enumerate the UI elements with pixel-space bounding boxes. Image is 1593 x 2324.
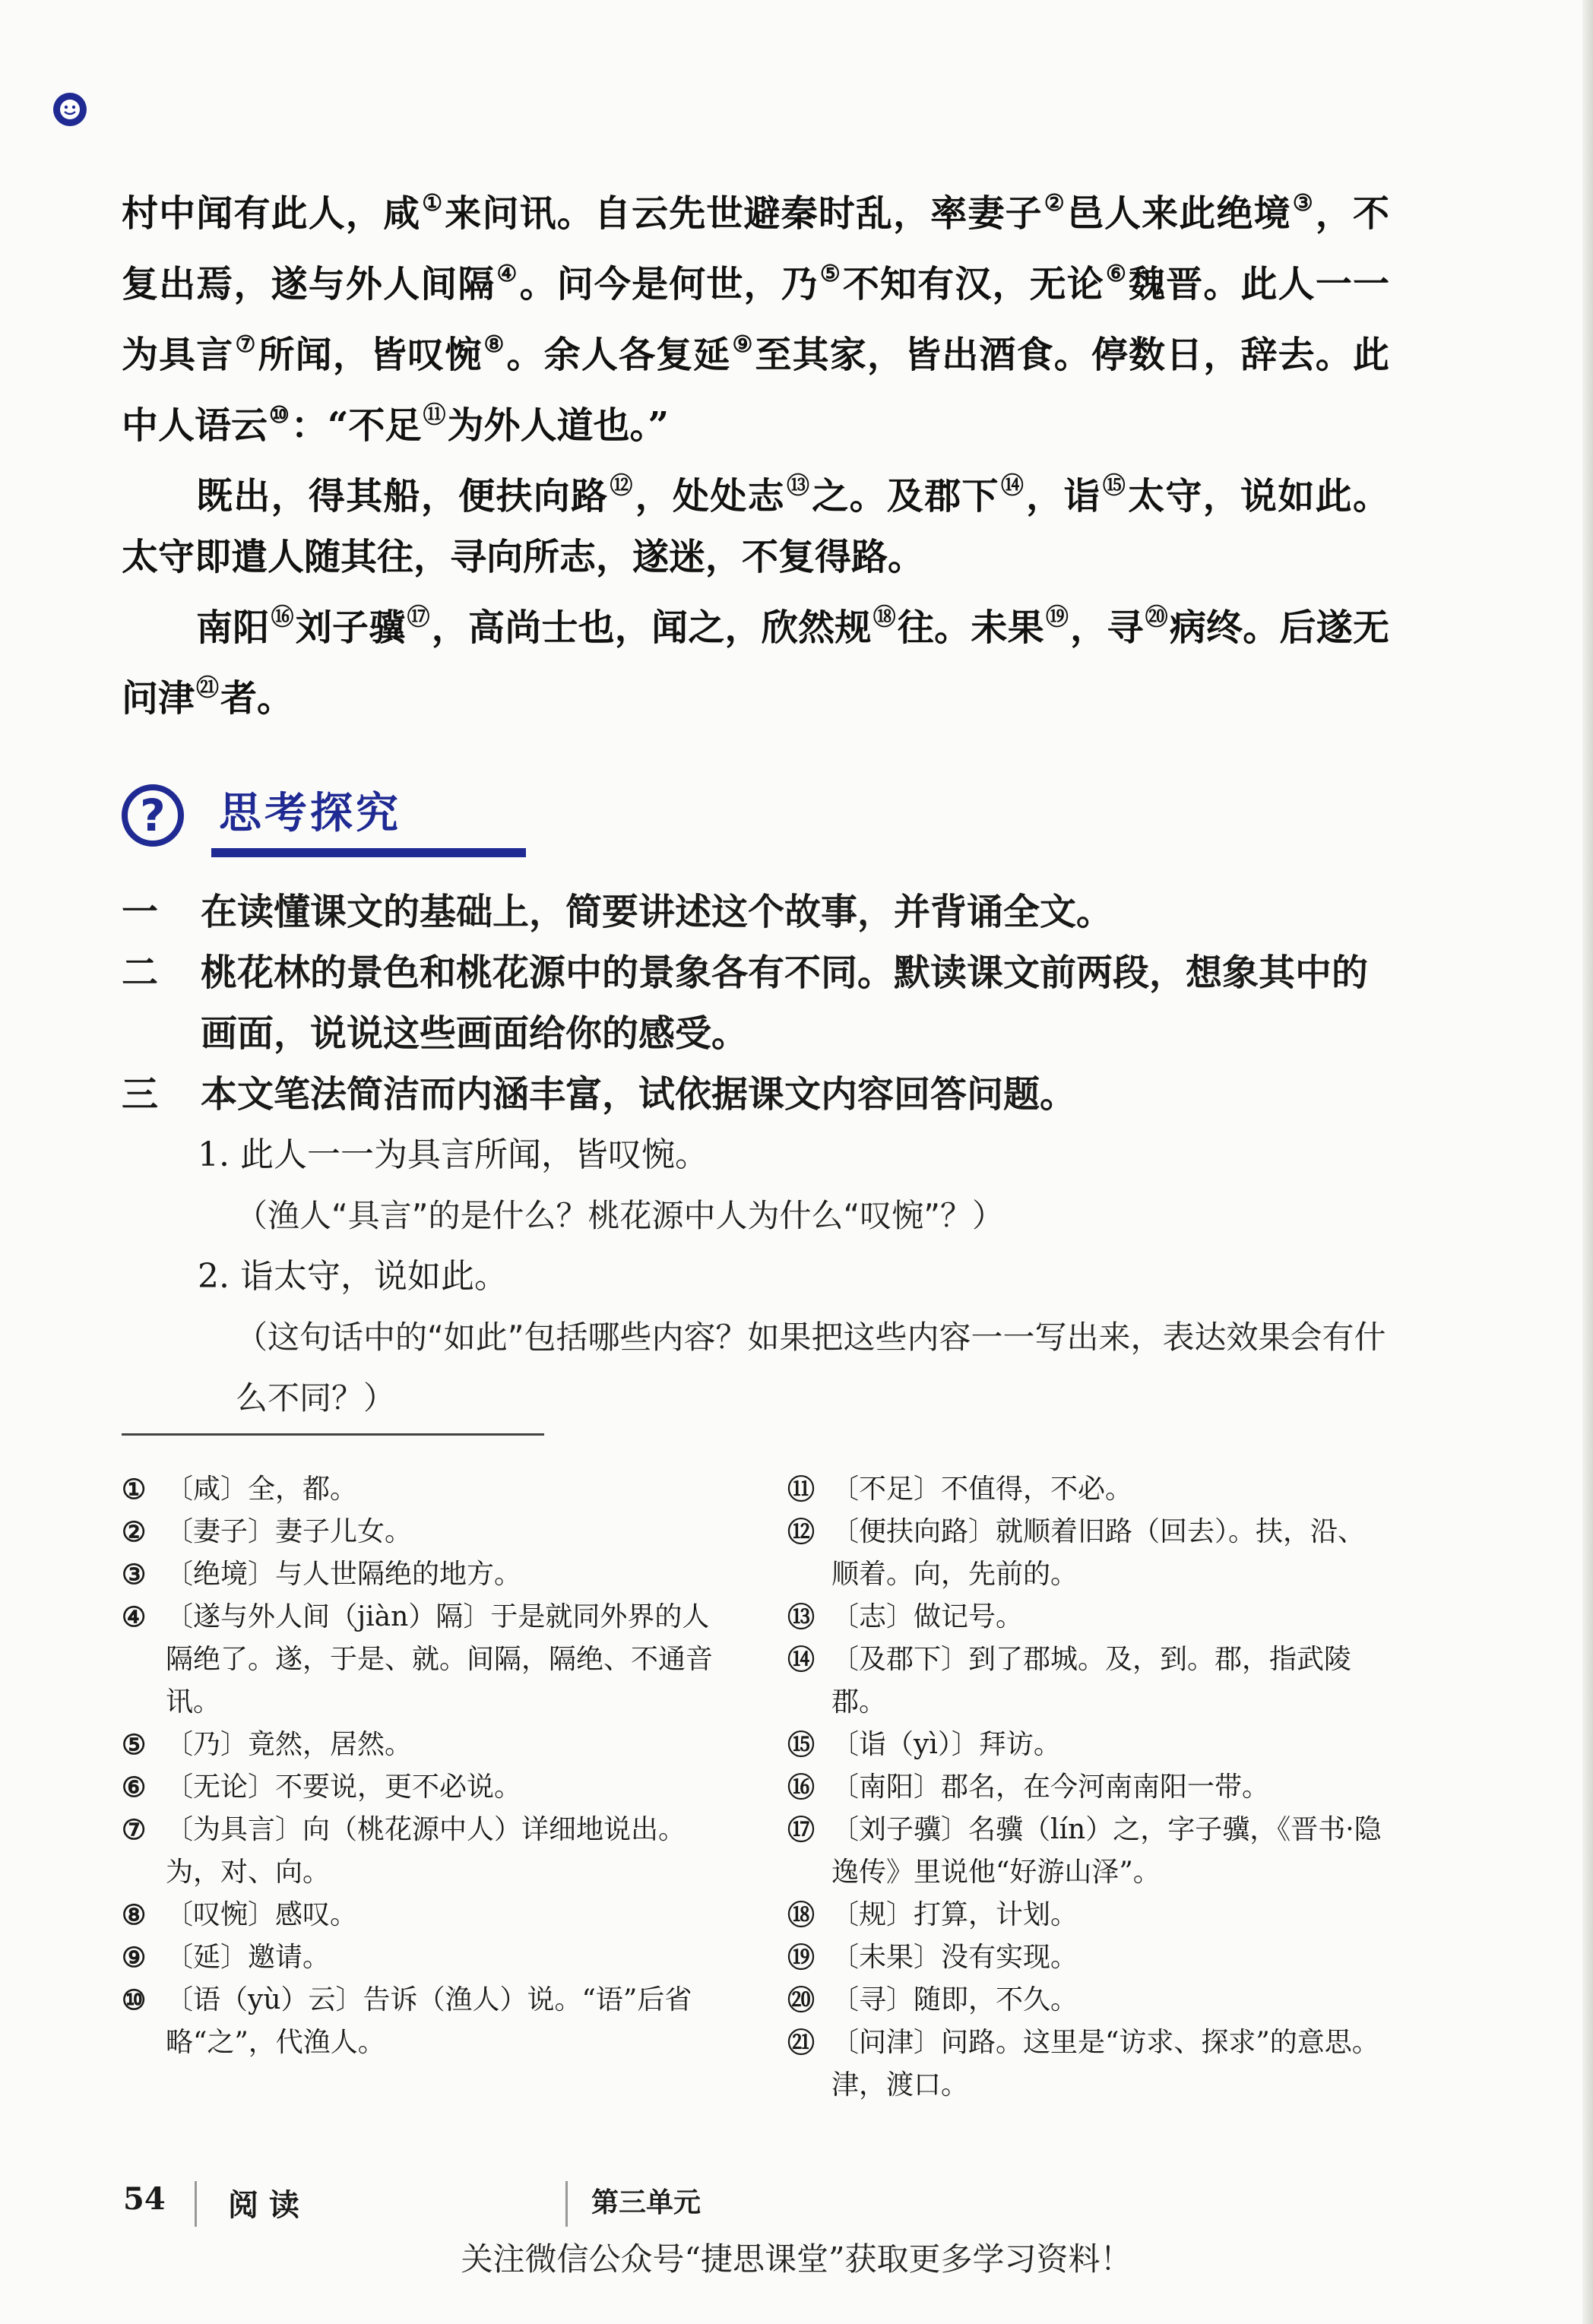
text-run: 邑人来此绝境 [1066, 192, 1291, 235]
section-underline [211, 848, 526, 857]
footnote [122, 1979, 722, 2064]
text-run: ，不复出焉，遂与外人间隔 [122, 192, 1389, 306]
footnote-text: 〔为具言〕向（桃花源中人）详细地说出。为，对、向。 [166, 1814, 686, 1888]
page-edge-shadow [1582, 0, 1593, 2324]
footnote [787, 1639, 1388, 1724]
footer-separator [565, 2181, 568, 2227]
note-marker: ⑱ [873, 604, 896, 631]
text-run: 所闻，皆叹惋 [258, 334, 483, 376]
note-marker: ⑥ [1105, 261, 1128, 287]
footnote [787, 1979, 1388, 2022]
footnote-number: ② [122, 1516, 147, 1548]
footnote-number: ⑦ [122, 1814, 147, 1846]
note-marker: ⑰ [407, 604, 430, 631]
note-marker: ⑨ [732, 331, 754, 358]
footnote [787, 2022, 1388, 2107]
note-marker: ⑦ [235, 331, 257, 358]
footnote-number: ⑳ [787, 1984, 816, 2016]
footnote-text: 〔寻〕随即，不久。 [831, 1984, 1078, 2015]
footnote-number: ⑥ [122, 1771, 147, 1803]
footnote-number: ⑧ [122, 1899, 147, 1931]
footnote-text: 〔妻子〕妻子儿女。 [166, 1516, 413, 1547]
question-number: 三 [122, 1073, 159, 1116]
footnote [122, 1936, 722, 1979]
text-run: 太守，说如此。太守即遣人随其往，寻向所志，遂迷，不复得路。 [122, 475, 1389, 578]
question-text: 桃花林的景色和桃花源中的景象各有不同。默读课文前两段，想象其中的画面，说说这些画面给你的感受。 [201, 951, 1369, 1055]
footnote [787, 1511, 1388, 1596]
footnote-number: ⑪ [787, 1474, 816, 1506]
question-item [122, 1064, 1389, 1125]
question-text: 在读懂课文的基础上，简要讲述这个故事，并背诵全文。 [201, 891, 1113, 933]
text-run: 既出，得其船，便扶向路 [196, 475, 609, 518]
footnote-text: 〔规〕打算，计划。 [831, 1899, 1078, 1930]
note-marker: ⑯ [271, 604, 294, 631]
footnotes-right [787, 1468, 1388, 2107]
promo-text: 关注微信公众号“捷思课堂”获取更多学习资料！ [461, 2240, 1132, 2278]
footnote-text: 〔叹惋〕感叹。 [166, 1899, 358, 1930]
text-run: ，处处志 [635, 475, 785, 518]
text-run: 病终。后遂无问津 [122, 606, 1390, 720]
footer-separator [195, 2181, 197, 2227]
text-run: ，诣 [1026, 475, 1101, 518]
footnote [787, 1936, 1388, 1979]
note-marker: ④ [496, 261, 518, 287]
footnote [787, 1894, 1388, 1936]
footnote-number: ⑤ [122, 1729, 147, 1761]
text-run: 。问今是何世，乃 [519, 263, 819, 306]
text-run: 南阳 [196, 606, 270, 649]
footnote-text: 〔咸〕全，都。 [166, 1474, 358, 1505]
footnote [787, 1809, 1388, 1894]
footnote-number: ⑰ [787, 1814, 816, 1846]
footnote [122, 1809, 722, 1894]
note-marker: ② [1044, 190, 1066, 217]
note-marker: ① [422, 190, 444, 217]
footnote-text: 〔绝境〕与人世隔绝的地方。 [166, 1559, 522, 1590]
footnote-text: 〔延〕邀请。 [166, 1942, 331, 1973]
footnote [122, 1468, 722, 1511]
footnote-text: 〔刘子骥〕名骥（lín）之，字子骥，《晋书·隐逸传》里说他“好游山泽”。 [831, 1814, 1382, 1888]
note-marker: ⑮ [1102, 473, 1127, 499]
question-text: 本文笔法简洁而内涵丰富，试依据课文内容回答问题。 [201, 1073, 1077, 1116]
text-run: ，寻 [1070, 606, 1144, 649]
question-number: 二 [122, 951, 159, 994]
footnote-number: ⑯ [787, 1771, 816, 1803]
footnote [122, 1596, 722, 1724]
footnote-number: ⑩ [122, 1984, 147, 2016]
text-run: 村中闻有此人，咸 [122, 192, 421, 235]
section-title: 思考探究 [219, 788, 401, 838]
note-marker: ⑧ [483, 331, 505, 358]
subquestion-label: 2. 诣太守，说如此。 [198, 1257, 508, 1296]
note-marker: ㉑ [196, 675, 220, 701]
footnote-number: ⑱ [787, 1899, 816, 1931]
note-marker: ⑤ [819, 261, 841, 287]
footnote-text: 〔遂与外人间（jiàn）隔〕于是就同外界的人隔绝了。遂，于是、就。间隔，隔绝、不通音讯。 [166, 1601, 714, 1718]
question-item [122, 882, 1389, 942]
text-run: 刘子骥 [295, 606, 406, 649]
text-run: 不知有汉，无论 [842, 263, 1104, 306]
question-list [122, 882, 1389, 1429]
footnote [122, 1724, 722, 1766]
paragraph-3 [122, 587, 1389, 729]
text-run: ：“不足 [290, 404, 422, 447]
main-text [122, 173, 1389, 729]
text-run: 之。及郡下 [812, 475, 999, 518]
footer-unit: 第三单元 [591, 2186, 701, 2218]
footnote-number: ⑬ [787, 1601, 816, 1633]
note-marker: ⑬ [786, 473, 811, 499]
footnote [787, 1596, 1388, 1639]
footnote-number: ㉑ [787, 2027, 816, 2059]
footnote-number: ① [122, 1474, 147, 1506]
text-run: 者。 [220, 677, 294, 720]
footnote-text: 〔语（yù）云〕告诉（渔人）说。“语”后省略“之”，代渔人。 [166, 1984, 692, 2058]
footnote-number: ⑨ [122, 1942, 147, 1974]
footnote [787, 1766, 1388, 1809]
footnote-number: ⑭ [787, 1644, 816, 1676]
note-marker: ③ [1292, 190, 1314, 217]
question-number: 一 [122, 891, 159, 933]
text-run: 。余人各复延 [506, 334, 731, 376]
footnote-text: 〔诣（yì）〕拜访。 [831, 1729, 1061, 1760]
footnote-text: 〔乃〕竟然，居然。 [166, 1729, 413, 1760]
text-run: 为外人道也。” [447, 404, 670, 447]
footnote [122, 1766, 722, 1809]
smiley-icon [53, 93, 87, 126]
text-run: ，高尚士也，闻之，欣然规 [431, 606, 872, 649]
footnote-number: ⑫ [787, 1516, 816, 1548]
footnote-text: 〔志〕做记号。 [831, 1601, 1024, 1632]
paragraph-2 [122, 456, 1389, 587]
section-header [122, 775, 426, 859]
subquestion-label: 1. 此人一一为具言所闻，皆叹惋。 [198, 1135, 708, 1174]
note-marker: ⑲ [1045, 604, 1069, 631]
question-item [122, 942, 1389, 1064]
footnote-text: 〔及郡下〕到了郡城。及，到。郡，指武陵郡。 [831, 1644, 1352, 1718]
footnote-number: ③ [122, 1559, 147, 1591]
note-marker: ⑪ [423, 402, 446, 429]
subquestion-hint: （这句话中的“如此”包括哪些内容？如果把这些内容一一写出来，表达效果会有什么不同？） [236, 1319, 1386, 1417]
footnote [122, 1553, 722, 1596]
footnote-text: 〔未果〕没有实现。 [831, 1942, 1078, 1973]
text-run: 魏晋。此人一一为具言 [122, 263, 1389, 376]
footnote-number: ⑮ [787, 1729, 816, 1761]
footnote [122, 1894, 722, 1936]
page-number: 54 [123, 2181, 166, 2217]
footnote-text: 〔问津〕问路。这里是“访求、探求”的意思。津，渡口。 [831, 2027, 1379, 2101]
footnotes-left [122, 1468, 722, 2064]
footnote-text: 〔南阳〕郡名，在今河南南阳一带。 [831, 1771, 1270, 1803]
footnote-number: ④ [122, 1601, 147, 1633]
paragraph-1 [122, 173, 1389, 456]
note-marker: ⑩ [269, 402, 290, 429]
footnote-text: 〔便扶向路〕就顺着旧路（回去）。扶，沿、顺着。向，先前的。 [831, 1516, 1366, 1590]
text-run: 来问讯。自云先世避秦时乱，率妻子 [445, 192, 1043, 235]
footnote [787, 1724, 1388, 1766]
footnote [122, 1511, 722, 1553]
question-mark-icon: ? [122, 784, 184, 847]
note-marker: ⑫ [610, 473, 634, 499]
footnote-text: 〔无论〕不要说，更不必说。 [166, 1771, 522, 1803]
footnote-text: 〔不足〕不值得，不必。 [831, 1474, 1133, 1505]
text-run: 至其家，皆出酒食。停数日，辞去。此中人语云 [122, 334, 1389, 447]
footnote-number: ⑲ [787, 1942, 816, 1974]
footer-section: 阅 读 [228, 2187, 299, 2223]
footnote-divider [122, 1433, 544, 1436]
text-run: 往。未果 [897, 606, 1044, 649]
note-marker: ⑭ [1000, 473, 1025, 499]
note-marker: ⑳ [1145, 604, 1168, 631]
subquestion-hint: （渔人“具言”的是什么？桃花源中人为什么“叹惋”？） [236, 1197, 1005, 1234]
footnote [787, 1468, 1388, 1511]
